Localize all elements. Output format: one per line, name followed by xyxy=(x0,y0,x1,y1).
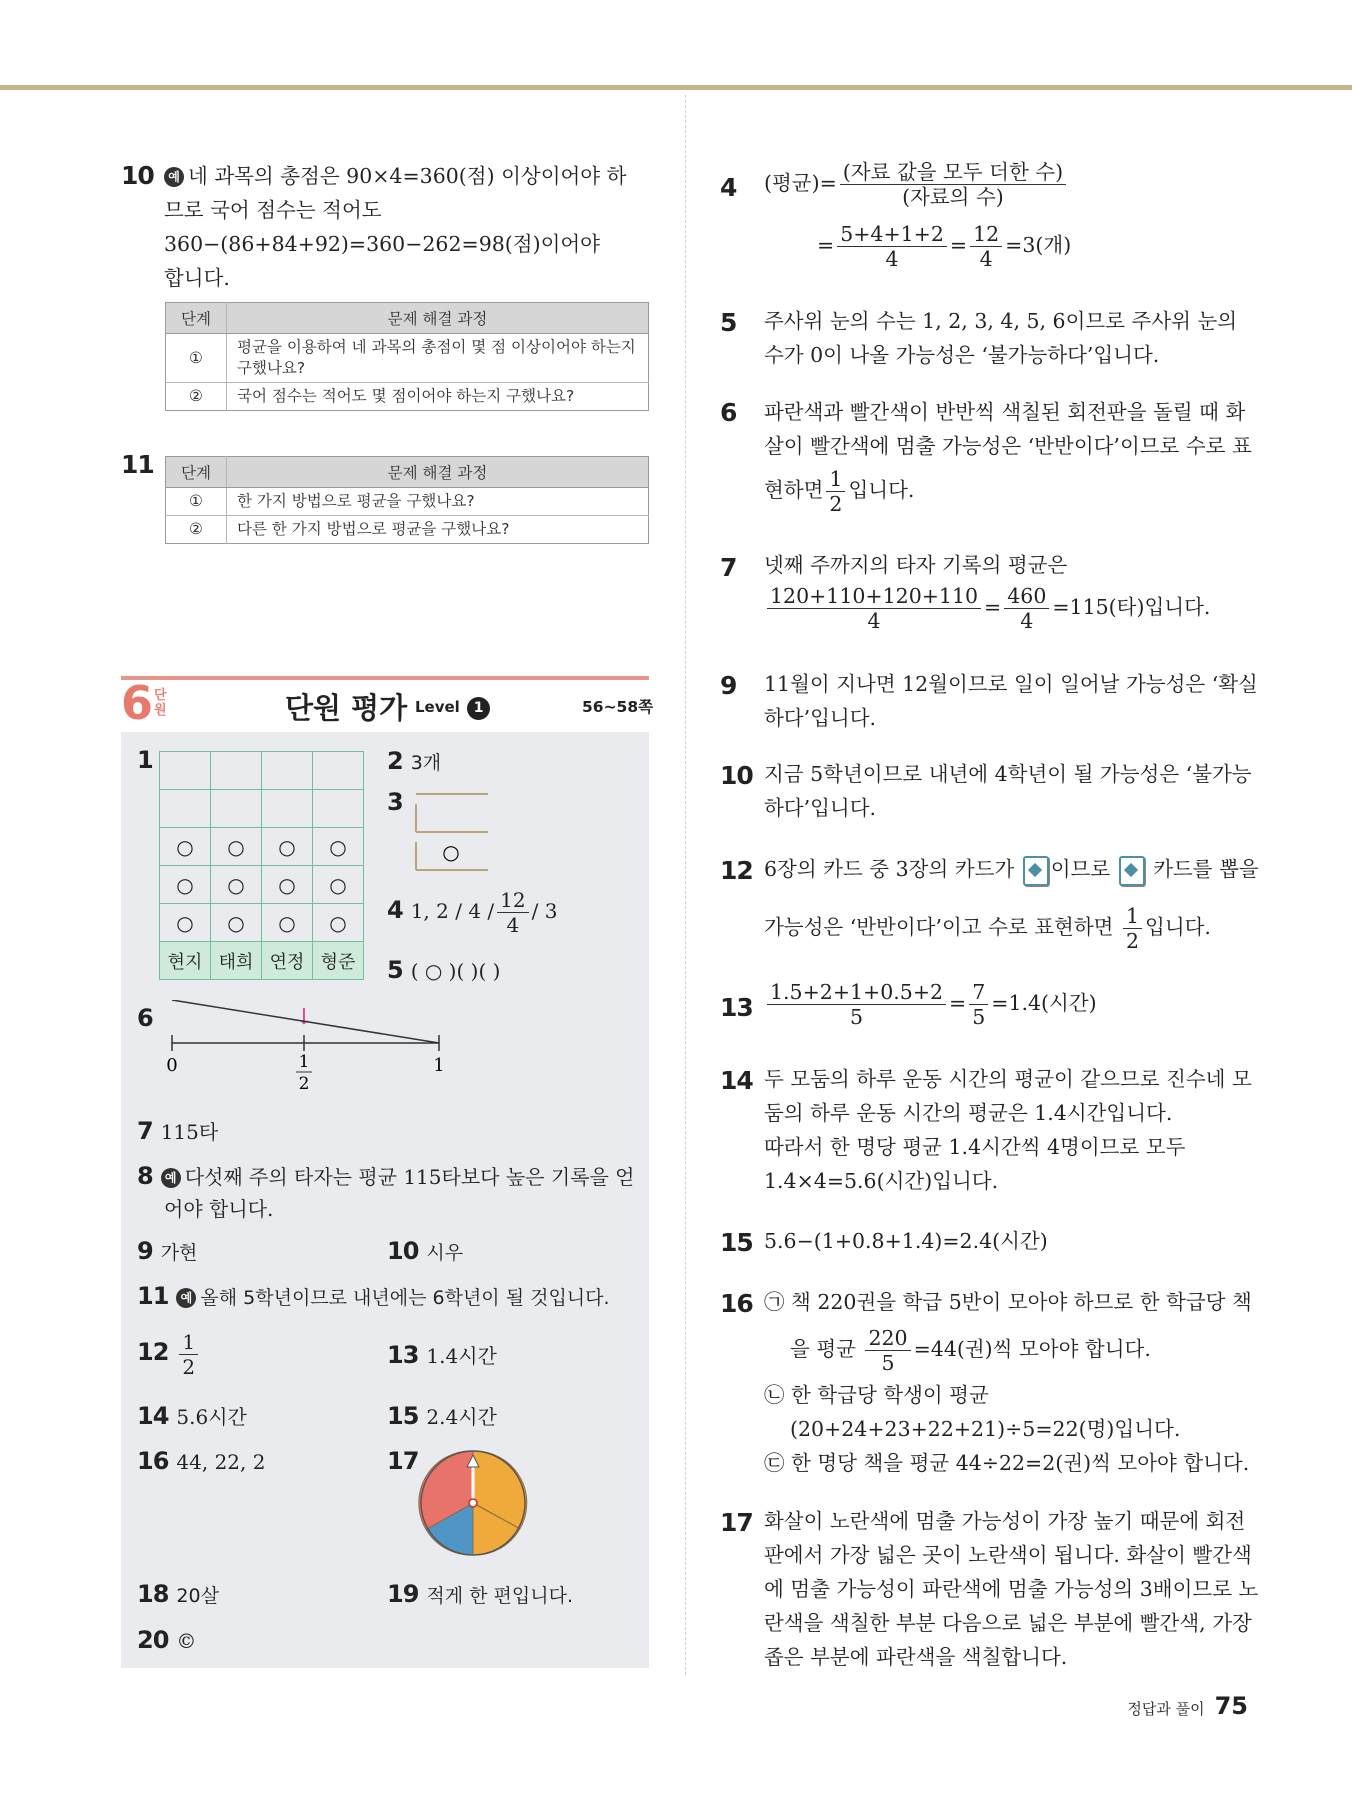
answer-20: 20 © xyxy=(137,1626,197,1654)
answer-5: 5 ( ○ )( )( ) xyxy=(387,956,501,984)
r-q6-text-line3: 현하면 $\frac{1}{2}$ 입니다. xyxy=(764,467,915,516)
r-q9-text: 11월이 지나면 12월이므로 일이 일어날 가능성은 ‘확실 하다’입니다. xyxy=(764,672,1258,730)
page-number: 75 xyxy=(1214,1692,1248,1720)
r-q15-number: 15 xyxy=(720,1228,753,1257)
r-q6-number: 6 xyxy=(720,398,737,427)
r-q16-line2: 을 평균 $\frac{220}{5}$ =44(권)씩 모아야 합니다. xyxy=(790,1326,1151,1375)
answer-1-number: 1 xyxy=(137,746,153,774)
answer-8: 8 예 다섯째 주의 타자는 평균 115타보다 높은 기록을 얻 어야 합니다. xyxy=(137,1162,635,1221)
r-q7-number: 7 xyxy=(720,553,737,582)
r-q16-number: 16 xyxy=(720,1289,753,1318)
r-q16-line3: ㉡ 한 학급당 학생이 평균 xyxy=(764,1383,989,1407)
top-rule xyxy=(0,85,1352,90)
r-q13-formula: $\frac{1.5+2+1+0.5+2}{5}$ = $\frac{7}{5}$ =1.4(시간) xyxy=(764,980,1097,1029)
answer-11: 11 예 올해 5학년이므로 내년에는 6학년이 될 것입니다. xyxy=(137,1282,610,1310)
pictograph-table: ○ ○ ○ ○ ○ ○ ○ ○ ○ ○ ○ ○ 현지 태희 연정 형준 xyxy=(159,751,364,980)
q10-line2: 므로 국어 점수는 적어도 xyxy=(164,198,382,222)
svg-text:2: 2 xyxy=(298,1074,310,1094)
answer-3-diagram xyxy=(412,790,492,874)
q11-criteria-table xyxy=(165,456,649,544)
q10-criteria-table xyxy=(165,302,649,411)
unit-number: 6 xyxy=(121,676,154,730)
q10-line1: 네 과목의 총점은 90×4=360(점) 이상이어야 하 xyxy=(188,164,627,188)
r-q4-number: 4 xyxy=(720,173,737,202)
r-q14-text: 두 모둠의 하루 운동 시간의 평균이 같으므로 진수네 모 둠의 하루 운동 시간의 평균은 1.4시간입니다. 따라서 한 명당 평균 1.4시간씩 4명이므로 모두 1.4×4=5.6(시간)입니다. xyxy=(764,1067,1252,1193)
r-q10-number: 10 xyxy=(720,761,753,790)
answer-10: 10 시우 xyxy=(387,1237,464,1265)
answer-7: 7 115타 xyxy=(137,1117,219,1145)
footer-label: 정답과 풀이 xyxy=(1127,1700,1205,1718)
answer-9: 9 가현 xyxy=(137,1237,198,1265)
q10-line3: 360−(86+84+92)=360−262=98(점)이어야 xyxy=(164,232,600,256)
r-q13-number: 13 xyxy=(720,993,753,1022)
r-q6-text: 파란색과 빨간색이 반반씩 색칠된 회전판을 돌릴 때 화 살이 빨간색에 멈출 가능성은 ‘반반이다’이므로 수로 표 xyxy=(764,400,1252,458)
r-q15-text: 5.6−(1+0.8+1.4)=2.4(시간) xyxy=(764,1229,1048,1253)
name-cell: 태희 xyxy=(211,942,262,980)
r-q5-number: 5 xyxy=(720,308,737,337)
answer-19: 19 적게 한 편입니다. xyxy=(387,1580,574,1608)
table-row: ② 다른 한 가지 방법으로 평균을 구했나요? xyxy=(166,516,649,544)
answer-6-number: 6 xyxy=(137,1004,153,1032)
r-q16-line4: (20+24+23+22+21)÷5=22(명)입니다. xyxy=(790,1417,1181,1441)
r-q10-text: 지금 5학년이므로 내년에 4학년이 될 가능성은 ‘불가능 하다’입니다. xyxy=(764,762,1252,820)
diamond-card-icon xyxy=(1119,856,1145,886)
table-header-process: 문제 해결 과정 xyxy=(227,457,649,488)
r-q7-line1: 넷째 주까지의 타자 기록의 평균은 xyxy=(764,553,1068,577)
svg-text:1: 1 xyxy=(298,1052,310,1072)
q11-number: 11 xyxy=(121,450,154,479)
name-cell: 연정 xyxy=(262,942,313,980)
r-q12-line1: 6장의 카드 중 3장의 카드가 이므로 카드를 뽑을 xyxy=(764,852,1259,886)
name-cell: 현지 xyxy=(160,942,211,980)
unit-tag: 단 원 xyxy=(154,688,167,718)
r-q14-number: 14 xyxy=(720,1066,753,1095)
answer-15: 15 2.4시간 xyxy=(387,1402,497,1430)
q10-line4: 합니다. xyxy=(164,266,230,290)
answer-17-number: 17 xyxy=(387,1447,419,1475)
table-header-step: 단계 xyxy=(166,457,227,488)
r-q17-text: 화살이 노란색에 멈출 가능성이 가장 높기 때문에 회전 판에서 가장 넓은 곳이 노란색이 됩니다. 화살이 빨간색 에 멈출 가능성이 파란색에 멈출 가능성의 3배이므로 노 란색을 색칠한 부분 다음으로 넓은 부분에 빨간색, 가장 좁은 부분에 파란색을 색칠합니다. xyxy=(764,1509,1259,1669)
r-q5-text: 주사위 눈의 수는 1, 2, 3, 4, 5, 6이므로 주사위 눈의 수가 0이 나올 가능성은 ‘불가능하다’입니다. xyxy=(764,309,1238,367)
answer-16: 16 44, 22, 2 xyxy=(137,1447,266,1475)
number-line xyxy=(160,1000,460,1100)
answer-3-number: 3 xyxy=(387,788,403,816)
r-q4-formula-2: = $\frac{5+4+1+2}{4}$ = $\frac{12}{4}$ =3(개) xyxy=(817,222,1072,271)
answer-4: 4 1, 2 / 4 / $\frac{12}{4}$ / 3 xyxy=(387,888,558,937)
column-divider xyxy=(685,95,686,1675)
answer-14: 14 5.6시간 xyxy=(137,1402,247,1430)
r-q12-number: 12 xyxy=(720,856,753,885)
table-header-step: 단계 xyxy=(166,303,227,334)
r-q17-number: 17 xyxy=(720,1508,753,1537)
example-mark: 예 xyxy=(164,167,184,187)
r-q4-formula-1: (평균)= $\frac{\text{(자료 값을 모두 더한 수)}}{\text{(자료의 수)}}$ xyxy=(764,160,1069,209)
q10-number: 10 xyxy=(121,161,154,190)
table-row: ① 한 가지 방법으로 평균을 구했나요? xyxy=(166,488,649,516)
table-header-process: 문제 해결 과정 xyxy=(227,303,649,334)
page-range: 56~58쪽 xyxy=(582,698,654,716)
header-accent-line xyxy=(121,676,649,680)
diamond-card-icon xyxy=(1023,856,1049,886)
answer-2: 2 3개 xyxy=(387,747,442,775)
name-cell: 형준 xyxy=(313,942,364,980)
spinner-wheel xyxy=(418,1448,528,1558)
unit-evaluation-title: 단원 평가 xyxy=(285,691,408,725)
page-footer xyxy=(1127,1692,1248,1720)
answer-3-mark: ○ xyxy=(442,840,460,864)
table-row: ① 평균을 이용하여 네 과목의 총점이 몇 점 이상이어야 하는지 구했나요? xyxy=(166,334,649,383)
r-q12-line2: 가능성은 ‘반반이다’이고 수로 표현하면 $\frac{1}{2}$ 입니다. xyxy=(764,904,1211,953)
answer-12: 12 $\frac{1}{2}$ xyxy=(137,1330,201,1379)
svg-text:0: 0 xyxy=(166,1055,178,1076)
answer-13: 13 1.4시간 xyxy=(387,1341,497,1369)
svg-text:1: 1 xyxy=(433,1055,445,1076)
q10-text xyxy=(164,159,654,295)
r-q16-line5: ㉢ 한 명당 책을 평균 44÷22=2(권)씩 모아야 합니다. xyxy=(764,1451,1250,1475)
r-q9-number: 9 xyxy=(720,671,737,700)
table-row: ② 국어 점수는 적어도 몇 점이어야 하는지 구했나요? xyxy=(166,383,649,411)
answer-18: 18 20살 xyxy=(137,1580,219,1608)
r-q16-line1: ㉠ 책 220권을 학급 5반이 모아야 하므로 한 학급당 책 xyxy=(764,1290,1252,1314)
r-q7-formula: $\frac{120+110+120+110}{4}$ = $\frac{460}{4}$ =115(타)입니다. xyxy=(764,584,1210,633)
level-badge: Level 1 xyxy=(415,697,490,720)
arrow-down-icon: ↓ xyxy=(294,1005,314,1030)
